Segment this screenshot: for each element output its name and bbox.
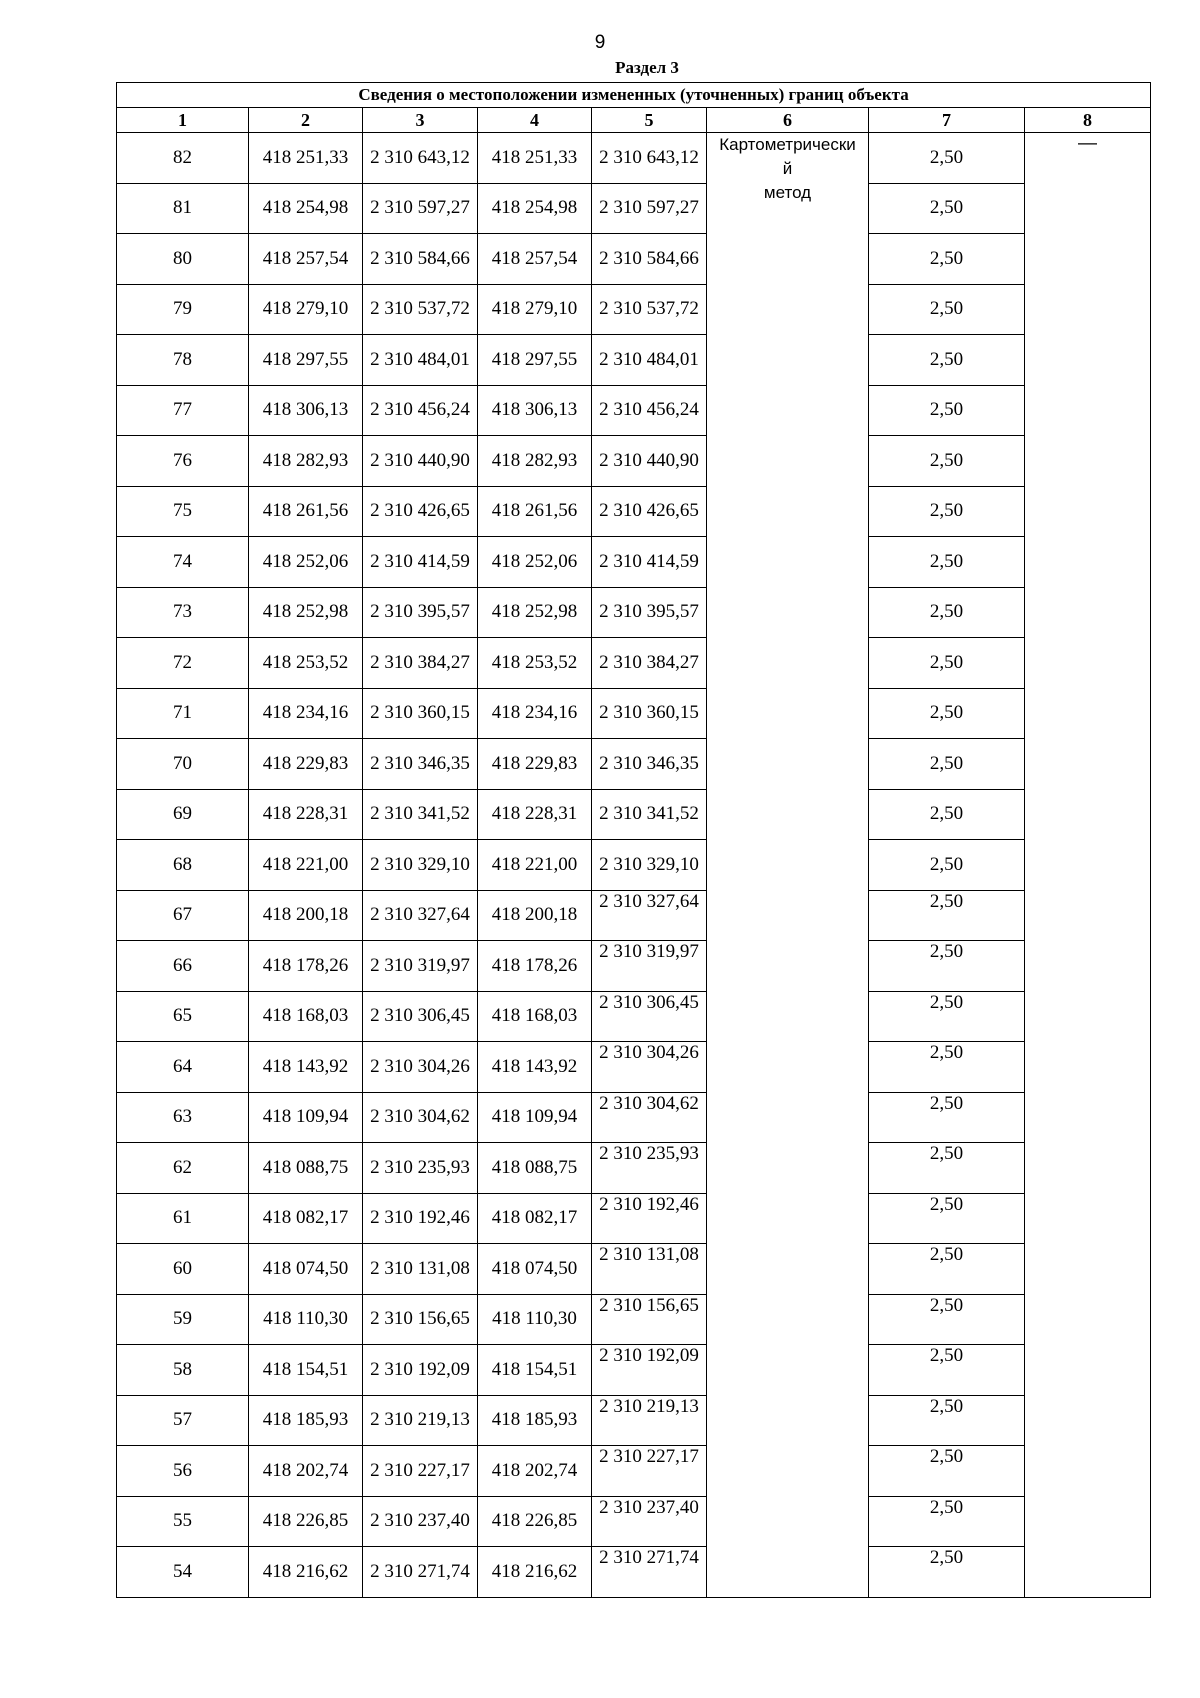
precision-cell: 2,50 <box>869 183 1025 234</box>
y-new-cell: 2 310 271,74 <box>592 1547 707 1598</box>
y-new-cell: 2 310 643,12 <box>592 133 707 184</box>
precision-cell: 2,50 <box>869 1446 1025 1497</box>
x-new-cell: 418 261,56 <box>478 486 592 537</box>
table-row <box>117 739 1151 790</box>
table-row <box>117 1345 1151 1396</box>
y-old-cell: 2 310 341,52 <box>363 789 478 840</box>
y-new-cell: 2 310 484,01 <box>592 335 707 386</box>
precision-cell: 2,50 <box>869 1042 1025 1093</box>
x-new-cell: 418 074,50 <box>478 1244 592 1295</box>
precision-cell: 2,50 <box>869 840 1025 891</box>
x-new-cell: 418 254,98 <box>478 183 592 234</box>
x-new-cell: 418 154,51 <box>478 1345 592 1396</box>
x-old-cell: 418 202,74 <box>249 1446 363 1497</box>
y-old-cell: 2 310 219,13 <box>363 1395 478 1446</box>
table-row <box>117 587 1151 638</box>
y-new-cell: 2 310 304,26 <box>592 1042 707 1093</box>
x-new-cell: 418 202,74 <box>478 1446 592 1497</box>
table-row <box>117 486 1151 537</box>
y-new-cell: 2 310 414,59 <box>592 537 707 588</box>
point-number-cell: 81 <box>117 183 249 234</box>
precision-cell: 2,50 <box>869 739 1025 790</box>
y-new-cell: 2 310 597,27 <box>592 183 707 234</box>
x-new-cell: 418 297,55 <box>478 335 592 386</box>
y-old-cell: 2 310 440,90 <box>363 436 478 487</box>
table-row <box>117 789 1151 840</box>
table-row <box>117 991 1151 1042</box>
table-row <box>117 840 1151 891</box>
point-number-cell: 74 <box>117 537 249 588</box>
y-new-cell: 2 310 192,46 <box>592 1193 707 1244</box>
table-row <box>117 1143 1151 1194</box>
x-old-cell: 418 143,92 <box>249 1042 363 1093</box>
point-number-cell: 60 <box>117 1244 249 1295</box>
point-number-cell: 77 <box>117 385 249 436</box>
y-new-cell: 2 310 584,66 <box>592 234 707 285</box>
column-number-2: 2 <box>249 108 363 133</box>
x-new-cell: 418 221,00 <box>478 840 592 891</box>
x-new-cell: 418 252,06 <box>478 537 592 588</box>
point-number-cell: 65 <box>117 991 249 1042</box>
table-row <box>117 1446 1151 1497</box>
table-row <box>117 1395 1151 1446</box>
y-old-cell: 2 310 426,65 <box>363 486 478 537</box>
method-text-line: й <box>782 159 793 178</box>
table-row <box>117 688 1151 739</box>
precision-cell: 2,50 <box>869 1395 1025 1446</box>
point-number-cell: 78 <box>117 335 249 386</box>
y-old-cell: 2 310 319,97 <box>363 941 478 992</box>
x-old-cell: 418 082,17 <box>249 1193 363 1244</box>
x-old-cell: 418 257,54 <box>249 234 363 285</box>
x-old-cell: 418 279,10 <box>249 284 363 335</box>
point-number-cell: 58 <box>117 1345 249 1396</box>
point-number-cell: 57 <box>117 1395 249 1446</box>
point-number-cell: 64 <box>117 1042 249 1093</box>
precision-cell: 2,50 <box>869 1294 1025 1345</box>
x-new-cell: 418 253,52 <box>478 638 592 689</box>
point-number-cell: 72 <box>117 638 249 689</box>
x-old-cell: 418 261,56 <box>249 486 363 537</box>
x-new-cell: 418 082,17 <box>478 1193 592 1244</box>
coordinates-table <box>116 82 1151 1598</box>
x-old-cell: 418 252,98 <box>249 587 363 638</box>
x-new-cell: 418 279,10 <box>478 284 592 335</box>
x-new-cell: 418 185,93 <box>478 1395 592 1446</box>
column-number-8: 8 <box>1025 108 1151 133</box>
y-new-cell: 2 310 156,65 <box>592 1294 707 1345</box>
y-new-cell: 2 310 235,93 <box>592 1143 707 1194</box>
table-row <box>117 1294 1151 1345</box>
y-old-cell: 2 310 235,93 <box>363 1143 478 1194</box>
y-new-cell: 2 310 131,08 <box>592 1244 707 1295</box>
y-old-cell: 2 310 597,27 <box>363 183 478 234</box>
precision-cell: 2,50 <box>869 537 1025 588</box>
y-new-cell: 2 310 456,24 <box>592 385 707 436</box>
x-old-cell: 418 200,18 <box>249 890 363 941</box>
y-old-cell: 2 310 360,15 <box>363 688 478 739</box>
table-row <box>117 1547 1151 1598</box>
precision-cell: 2,50 <box>869 385 1025 436</box>
y-new-cell: 2 310 227,17 <box>592 1446 707 1497</box>
precision-cell: 2,50 <box>869 1496 1025 1547</box>
x-new-cell: 418 143,92 <box>478 1042 592 1093</box>
x-old-cell: 418 253,52 <box>249 638 363 689</box>
y-old-cell: 2 310 237,40 <box>363 1496 478 1547</box>
y-new-cell: 2 310 304,62 <box>592 1092 707 1143</box>
table-row <box>117 183 1151 234</box>
precision-cell: 2,50 <box>869 1244 1025 1295</box>
precision-cell: 2,50 <box>869 133 1025 184</box>
x-old-cell: 418 185,93 <box>249 1395 363 1446</box>
column-number-6: 6 <box>707 108 869 133</box>
x-old-cell: 418 088,75 <box>249 1143 363 1194</box>
x-old-cell: 418 251,33 <box>249 133 363 184</box>
x-old-cell: 418 178,26 <box>249 941 363 992</box>
x-old-cell: 418 221,00 <box>249 840 363 891</box>
x-new-cell: 418 088,75 <box>478 1143 592 1194</box>
x-new-cell: 418 252,98 <box>478 587 592 638</box>
precision-cell: 2,50 <box>869 1092 1025 1143</box>
y-old-cell: 2 310 131,08 <box>363 1244 478 1295</box>
table-row <box>117 1244 1151 1295</box>
method-text-line: метод <box>763 183 812 202</box>
column-number-1: 1 <box>117 108 249 133</box>
precision-cell: 2,50 <box>869 638 1025 689</box>
x-new-cell: 418 251,33 <box>478 133 592 184</box>
table-row <box>117 385 1151 436</box>
y-new-cell: 2 310 537,72 <box>592 284 707 335</box>
precision-cell: 2,50 <box>869 1143 1025 1194</box>
x-old-cell: 418 109,94 <box>249 1092 363 1143</box>
point-number-cell: 62 <box>117 1143 249 1194</box>
x-new-cell: 418 226,85 <box>478 1496 592 1547</box>
x-old-cell: 418 226,85 <box>249 1496 363 1547</box>
x-old-cell: 418 252,06 <box>249 537 363 588</box>
y-new-cell: 2 310 384,27 <box>592 638 707 689</box>
column-number-5: 5 <box>592 108 707 133</box>
x-new-cell: 418 257,54 <box>478 234 592 285</box>
y-new-cell: 2 310 319,97 <box>592 941 707 992</box>
x-old-cell: 418 228,31 <box>249 789 363 840</box>
precision-cell: 2,50 <box>869 234 1025 285</box>
table-row <box>117 436 1151 487</box>
x-old-cell: 418 074,50 <box>249 1244 363 1295</box>
x-old-cell: 418 297,55 <box>249 335 363 386</box>
y-new-cell: 2 310 329,10 <box>592 840 707 891</box>
precision-cell: 2,50 <box>869 587 1025 638</box>
x-new-cell: 418 228,31 <box>478 789 592 840</box>
y-new-cell: 2 310 192,09 <box>592 1345 707 1396</box>
y-new-cell: 2 310 440,90 <box>592 436 707 487</box>
x-new-cell: 418 234,16 <box>478 688 592 739</box>
precision-cell: 2,50 <box>869 1345 1025 1396</box>
y-old-cell: 2 310 192,46 <box>363 1193 478 1244</box>
column-number-4: 4 <box>478 108 592 133</box>
point-number-cell: 70 <box>117 739 249 790</box>
column-number-3: 3 <box>363 108 478 133</box>
point-number-cell: 63 <box>117 1092 249 1143</box>
precision-cell: 2,50 <box>869 284 1025 335</box>
x-old-cell: 418 110,30 <box>249 1294 363 1345</box>
precision-cell: 2,50 <box>869 486 1025 537</box>
y-old-cell: 2 310 306,45 <box>363 991 478 1042</box>
y-old-cell: 2 310 304,26 <box>363 1042 478 1093</box>
point-number-cell: 67 <box>117 890 249 941</box>
column-number-7: 7 <box>869 108 1025 133</box>
x-old-cell: 418 234,16 <box>249 688 363 739</box>
precision-cell: 2,50 <box>869 688 1025 739</box>
x-new-cell: 418 200,18 <box>478 890 592 941</box>
y-old-cell: 2 310 643,12 <box>363 133 478 184</box>
table-row <box>117 1092 1151 1143</box>
y-old-cell: 2 310 329,10 <box>363 840 478 891</box>
point-number-cell: 61 <box>117 1193 249 1244</box>
point-number-cell: 79 <box>117 284 249 335</box>
table-caption: Сведения о местоположении измененных (уточненных) границ объекта <box>117 83 1151 108</box>
point-number-cell: 56 <box>117 1446 249 1497</box>
y-old-cell: 2 310 271,74 <box>363 1547 478 1598</box>
y-old-cell: 2 310 192,09 <box>363 1345 478 1396</box>
point-number-cell: 76 <box>117 436 249 487</box>
x-new-cell: 418 178,26 <box>478 941 592 992</box>
table-row <box>117 1496 1151 1547</box>
precision-cell: 2,50 <box>869 1547 1025 1598</box>
y-new-cell: 2 310 395,57 <box>592 587 707 638</box>
precision-cell: 2,50 <box>869 789 1025 840</box>
x-new-cell: 418 110,30 <box>478 1294 592 1345</box>
point-number-cell: 55 <box>117 1496 249 1547</box>
y-old-cell: 2 310 327,64 <box>363 890 478 941</box>
precision-cell: 2,50 <box>869 991 1025 1042</box>
caption-row <box>117 83 1151 108</box>
x-old-cell: 418 229,83 <box>249 739 363 790</box>
y-old-cell: 2 310 414,59 <box>363 537 478 588</box>
point-number-cell: 68 <box>117 840 249 891</box>
table-row <box>117 638 1151 689</box>
point-number-cell: 66 <box>117 941 249 992</box>
method-cell <box>707 133 869 1598</box>
x-new-cell: 418 168,03 <box>478 991 592 1042</box>
y-old-cell: 2 310 537,72 <box>363 284 478 335</box>
table-row <box>117 335 1151 386</box>
x-old-cell: 418 154,51 <box>249 1345 363 1396</box>
precision-cell: 2,50 <box>869 941 1025 992</box>
table-row <box>117 890 1151 941</box>
y-new-cell: 2 310 346,35 <box>592 739 707 790</box>
section-title: Раздел 3 <box>615 58 679 77</box>
point-number-cell: 82 <box>117 133 249 184</box>
y-old-cell: 2 310 384,27 <box>363 638 478 689</box>
point-number-cell: 71 <box>117 688 249 739</box>
y-old-cell: 2 310 484,01 <box>363 335 478 386</box>
y-old-cell: 2 310 156,65 <box>363 1294 478 1345</box>
x-old-cell: 418 216,62 <box>249 1547 363 1598</box>
precision-cell: 2,50 <box>869 335 1025 386</box>
table-row <box>117 133 1151 184</box>
note-cell: — <box>1025 133 1151 1598</box>
table-row <box>117 537 1151 588</box>
table-row <box>117 284 1151 335</box>
point-number-cell: 69 <box>117 789 249 840</box>
x-new-cell: 418 216,62 <box>478 1547 592 1598</box>
table-body <box>117 133 1151 1598</box>
page-number: 9 <box>594 32 606 53</box>
y-old-cell: 2 310 227,17 <box>363 1446 478 1497</box>
x-new-cell: 418 229,83 <box>478 739 592 790</box>
point-number-cell: 54 <box>117 1547 249 1598</box>
y-old-cell: 2 310 346,35 <box>363 739 478 790</box>
point-number-cell: 59 <box>117 1294 249 1345</box>
column-number-row <box>117 108 1151 133</box>
y-new-cell: 2 310 219,13 <box>592 1395 707 1446</box>
x-old-cell: 418 306,13 <box>249 385 363 436</box>
table-row <box>117 234 1151 285</box>
y-new-cell: 2 310 426,65 <box>592 486 707 537</box>
table-row <box>117 1042 1151 1093</box>
y-new-cell: 2 310 327,64 <box>592 890 707 941</box>
y-new-cell: 2 310 237,40 <box>592 1496 707 1547</box>
x-old-cell: 418 282,93 <box>249 436 363 487</box>
y-old-cell: 2 310 456,24 <box>363 385 478 436</box>
y-new-cell: 2 310 341,52 <box>592 789 707 840</box>
x-new-cell: 418 306,13 <box>478 385 592 436</box>
x-old-cell: 418 254,98 <box>249 183 363 234</box>
y-old-cell: 2 310 304,62 <box>363 1092 478 1143</box>
x-old-cell: 418 168,03 <box>249 991 363 1042</box>
precision-cell: 2,50 <box>869 1193 1025 1244</box>
y-old-cell: 2 310 395,57 <box>363 587 478 638</box>
method-text-line: Картометрически <box>719 135 856 154</box>
table-row <box>117 941 1151 992</box>
x-new-cell: 418 282,93 <box>478 436 592 487</box>
y-new-cell: 2 310 360,15 <box>592 688 707 739</box>
point-number-cell: 75 <box>117 486 249 537</box>
point-number-cell: 80 <box>117 234 249 285</box>
y-old-cell: 2 310 584,66 <box>363 234 478 285</box>
precision-cell: 2,50 <box>869 890 1025 941</box>
y-new-cell: 2 310 306,45 <box>592 991 707 1042</box>
precision-cell: 2,50 <box>869 436 1025 487</box>
point-number-cell: 73 <box>117 587 249 638</box>
x-new-cell: 418 109,94 <box>478 1092 592 1143</box>
table-row <box>117 1193 1151 1244</box>
